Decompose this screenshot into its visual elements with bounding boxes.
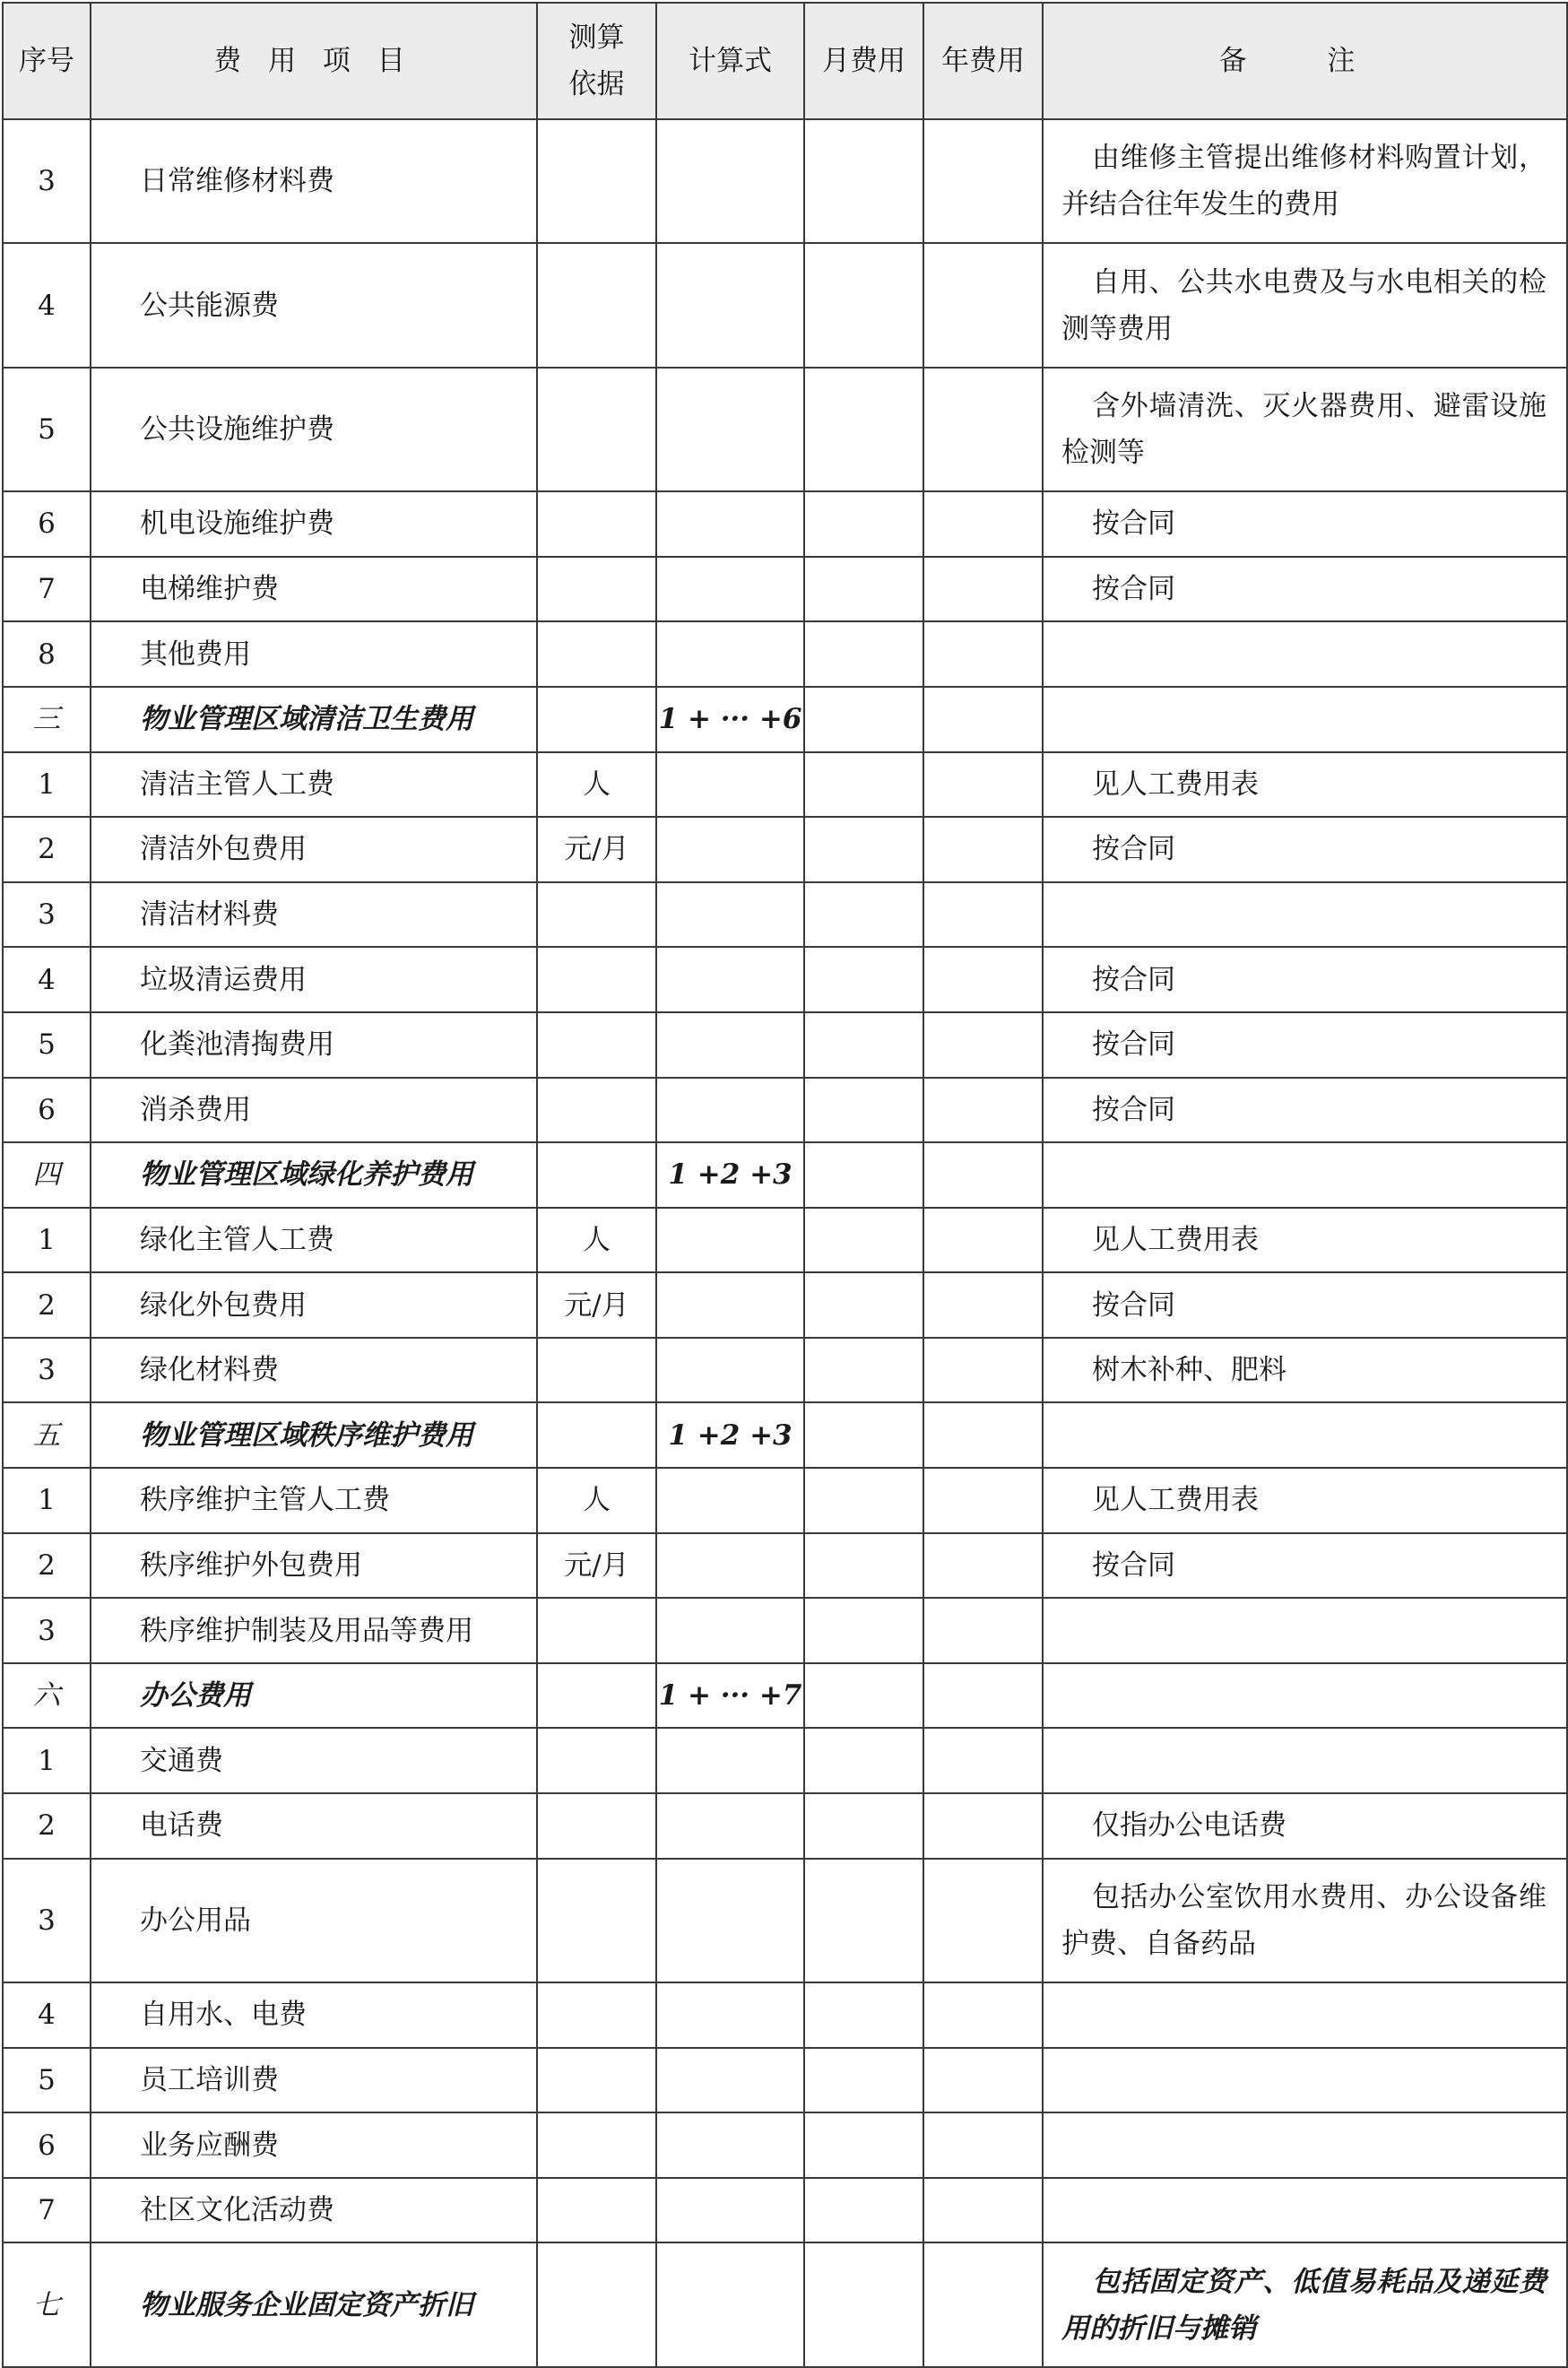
table-body (3, 119, 1567, 2367)
cell-yearly (923, 368, 1043, 491)
cell-basis (537, 687, 656, 752)
table-row (3, 1208, 1567, 1273)
cell-basis (537, 243, 656, 367)
cell-yearly (923, 947, 1043, 1012)
cell-yearly (923, 2048, 1043, 2113)
cell-yearly (923, 1728, 1043, 1793)
cell-no: 五 (3, 1402, 91, 1468)
cell-note (1043, 621, 1567, 687)
table-row (3, 2178, 1567, 2243)
cell-note: 见人工费用表 (1043, 752, 1567, 818)
cell-monthly (804, 1793, 923, 1859)
cell-monthly (804, 1078, 923, 1143)
cell-basis (537, 1663, 656, 1729)
cell-formula (656, 947, 804, 1012)
cell-no: 4 (3, 243, 91, 367)
cell-basis: 元/月 (537, 1272, 656, 1338)
table-row (3, 243, 1567, 367)
cell-no: 7 (3, 557, 91, 622)
cell-formula (656, 368, 804, 491)
cell-item: 物业管理区域秩序维护费用 (91, 1402, 537, 1468)
cell-monthly (804, 2048, 923, 2113)
cell-monthly (804, 119, 923, 243)
cell-no: 6 (3, 2112, 91, 2178)
cell-no: 3 (3, 1338, 91, 1403)
cell-note (1043, 882, 1567, 948)
cell-item: 日常维修材料费 (91, 119, 537, 243)
cell-note (1043, 687, 1567, 752)
cell-no: 5 (3, 368, 91, 491)
table-row (3, 1793, 1567, 1859)
cell-monthly (804, 1663, 923, 1729)
cell-no: 8 (3, 621, 91, 687)
cell-item: 绿化材料费 (91, 1338, 537, 1403)
cell-monthly (804, 557, 923, 622)
table-row (3, 1078, 1567, 1143)
cell-basis (537, 2242, 656, 2366)
cell-item: 机电设施维护费 (91, 491, 537, 557)
cell-note (1043, 2048, 1567, 2113)
cell-basis: 人 (537, 1468, 656, 1533)
table-header (3, 3, 1567, 119)
cell-formula (656, 752, 804, 818)
table-row (3, 1859, 1567, 1982)
cell-formula (656, 2048, 804, 2113)
cell-yearly (923, 752, 1043, 818)
cell-basis (537, 1402, 656, 1468)
cell-monthly (804, 1272, 923, 1338)
cell-note: 见人工费用表 (1043, 1468, 1567, 1533)
cell-note: 按合同 (1043, 1272, 1567, 1338)
cell-basis: 元/月 (537, 1533, 656, 1599)
cell-basis (537, 1012, 656, 1078)
cell-monthly (804, 1338, 923, 1403)
cell-yearly (923, 2178, 1043, 2243)
cell-yearly (923, 557, 1043, 622)
cell-note (1043, 2112, 1567, 2178)
table-row (3, 557, 1567, 622)
cell-yearly (923, 1338, 1043, 1403)
cell-no: 4 (3, 1982, 91, 2048)
cell-item: 公共能源费 (91, 243, 537, 367)
cell-item: 其他费用 (91, 621, 537, 687)
cell-yearly (923, 2112, 1043, 2178)
cell-note: 按合同 (1043, 817, 1567, 882)
cell-note (1043, 1663, 1567, 1729)
cell-yearly (923, 1142, 1043, 1208)
table-row (3, 1663, 1567, 1729)
cell-basis (537, 882, 656, 948)
cell-item: 办公用品 (91, 1859, 537, 1982)
cell-yearly (923, 1793, 1043, 1859)
cell-monthly (804, 1208, 923, 1273)
cell-monthly (804, 1598, 923, 1663)
cell-no: 2 (3, 817, 91, 882)
cell-basis (537, 119, 656, 243)
cell-formula (656, 1012, 804, 1078)
cell-monthly (804, 2112, 923, 2178)
cell-formula: 1 + ··· +6 (656, 687, 804, 752)
cell-monthly (804, 491, 923, 557)
cell-monthly (804, 1142, 923, 1208)
cell-no: 1 (3, 1208, 91, 1273)
cell-yearly (923, 621, 1043, 687)
cell-no: 7 (3, 2178, 91, 2243)
cell-formula (656, 1468, 804, 1533)
table-row (3, 1338, 1567, 1403)
cell-item: 交通费 (91, 1728, 537, 1793)
cell-yearly (923, 119, 1043, 243)
cell-no: 5 (3, 2048, 91, 2113)
cell-formula (656, 2112, 804, 2178)
cell-formula: 1 +2 +3 (656, 1142, 804, 1208)
cell-item: 自用水、电费 (91, 1982, 537, 2048)
cell-note: 按合同 (1043, 1012, 1567, 1078)
cell-basis (537, 2178, 656, 2243)
cell-note (1043, 1728, 1567, 1793)
cell-basis (537, 1142, 656, 1208)
cell-yearly (923, 817, 1043, 882)
cell-monthly (804, 1402, 923, 1468)
cell-formula: 1 + ··· +7 (656, 1663, 804, 1729)
cell-no: 1 (3, 1468, 91, 1533)
cell-basis (537, 491, 656, 557)
header-formula: 计算式 (656, 3, 804, 119)
cell-no: 2 (3, 1533, 91, 1599)
cell-no: 三 (3, 687, 91, 752)
cell-monthly (804, 368, 923, 491)
cell-item: 秩序维护制装及用品等费用 (91, 1598, 537, 1663)
header-monthly: 月费用 (804, 3, 923, 119)
cell-formula (656, 119, 804, 243)
header-item: 费 用 项 目 (91, 3, 537, 119)
cell-monthly (804, 882, 923, 948)
cell-formula (656, 882, 804, 948)
cell-basis: 元/月 (537, 817, 656, 882)
cell-formula (656, 491, 804, 557)
cell-item: 社区文化活动费 (91, 2178, 537, 2243)
table-row (3, 1533, 1567, 1599)
cell-item: 物业管理区域清洁卫生费用 (91, 687, 537, 752)
cell-yearly (923, 1012, 1043, 1078)
cell-formula (656, 1533, 804, 1599)
cell-basis: 人 (537, 1208, 656, 1273)
cell-item: 绿化外包费用 (91, 1272, 537, 1338)
cell-yearly (923, 1982, 1043, 2048)
table-row (3, 2242, 1567, 2366)
cell-formula (656, 2242, 804, 2366)
cell-note (1043, 1402, 1567, 1468)
cell-basis (537, 1598, 656, 1663)
table-row (3, 1728, 1567, 1793)
cell-item: 物业服务企业固定资产折旧 (91, 2242, 537, 2366)
cell-monthly (804, 243, 923, 367)
cell-no: 2 (3, 1793, 91, 1859)
cell-yearly (923, 1533, 1043, 1599)
table-row (3, 119, 1567, 243)
cell-note: 树木补种、肥料 (1043, 1338, 1567, 1403)
cell-item: 员工培训费 (91, 2048, 537, 2113)
cell-basis (537, 2112, 656, 2178)
cell-monthly (804, 1012, 923, 1078)
cell-formula (656, 1272, 804, 1338)
cell-yearly (923, 1078, 1043, 1143)
cell-formula (656, 621, 804, 687)
cell-no: 3 (3, 1598, 91, 1663)
table-row (3, 1142, 1567, 1208)
cell-item: 清洁外包费用 (91, 817, 537, 882)
cell-formula (656, 1859, 804, 1982)
cell-note (1043, 2178, 1567, 2243)
header-no: 序号 (3, 3, 91, 119)
cell-no: 2 (3, 1272, 91, 1338)
cell-basis (537, 1078, 656, 1143)
cell-monthly (804, 752, 923, 818)
cell-no: 6 (3, 491, 91, 557)
cell-formula (656, 1793, 804, 1859)
cell-note: 按合同 (1043, 491, 1567, 557)
table-row (3, 2112, 1567, 2178)
cell-formula: 1 +2 +3 (656, 1402, 804, 1468)
header-yearly: 年费用 (923, 3, 1043, 119)
cell-no: 4 (3, 947, 91, 1012)
cell-basis (537, 557, 656, 622)
cell-no: 3 (3, 1859, 91, 1982)
cell-item: 垃圾清运费用 (91, 947, 537, 1012)
cell-basis (537, 2048, 656, 2113)
cell-formula (656, 1728, 804, 1793)
cell-yearly (923, 1663, 1043, 1729)
table-row (3, 1012, 1567, 1078)
cell-formula (656, 1598, 804, 1663)
cell-formula (656, 2178, 804, 2243)
cell-yearly (923, 1468, 1043, 1533)
cell-monthly (804, 1982, 923, 2048)
cell-monthly (804, 1468, 923, 1533)
cell-formula (656, 817, 804, 882)
cell-item: 电梯维护费 (91, 557, 537, 622)
cell-formula (656, 1208, 804, 1273)
cell-item: 清洁材料费 (91, 882, 537, 948)
cell-basis (537, 368, 656, 491)
cell-item: 物业管理区域绿化养护费用 (91, 1142, 537, 1208)
table-row (3, 491, 1567, 557)
table-row (3, 2048, 1567, 2113)
cell-yearly (923, 1208, 1043, 1273)
cell-monthly (804, 1728, 923, 1793)
cell-basis (537, 947, 656, 1012)
cell-yearly (923, 1598, 1043, 1663)
cell-yearly (923, 882, 1043, 948)
table-row (3, 882, 1567, 948)
cell-no: 6 (3, 1078, 91, 1143)
cell-monthly (804, 2242, 923, 2366)
cell-basis (537, 1728, 656, 1793)
table-row (3, 817, 1567, 882)
cell-item: 业务应酬费 (91, 2112, 537, 2178)
cell-note: 含外墙清洗、灭火器费用、避雷设施检测等 (1043, 368, 1567, 491)
cell-no: 四 (3, 1142, 91, 1208)
cell-note: 按合同 (1043, 947, 1567, 1012)
cell-note: 见人工费用表 (1043, 1208, 1567, 1273)
cell-note: 包括办公室饮用水费用、办公设备维护费、自备药品 (1043, 1859, 1567, 1982)
cell-formula (656, 1078, 804, 1143)
cell-note: 按合同 (1043, 1078, 1567, 1143)
cell-note: 包括固定资产、低值易耗品及递延费用的折旧与摊销 (1043, 2242, 1567, 2366)
cell-basis (537, 1793, 656, 1859)
cell-basis (537, 1982, 656, 2048)
table-row (3, 368, 1567, 491)
cell-yearly (923, 243, 1043, 367)
cell-formula (656, 557, 804, 622)
cell-note: 由维修主管提出维修材料购置计划，并结合往年发生的费用 (1043, 119, 1567, 243)
cell-no: 3 (3, 882, 91, 948)
cell-formula (656, 1338, 804, 1403)
cell-yearly (923, 1272, 1043, 1338)
table-row (3, 1982, 1567, 2048)
cell-item: 消杀费用 (91, 1078, 537, 1143)
cell-monthly (804, 687, 923, 752)
cell-monthly (804, 1859, 923, 1982)
table-row (3, 687, 1567, 752)
cell-yearly (923, 1859, 1043, 1982)
cell-no: 3 (3, 119, 91, 243)
cell-basis: 人 (537, 752, 656, 818)
cell-monthly (804, 1533, 923, 1599)
cell-note: 仅指办公电话费 (1043, 1793, 1567, 1859)
cell-note (1043, 1142, 1567, 1208)
cell-no: 1 (3, 752, 91, 818)
table-row (3, 621, 1567, 687)
cell-item: 公共设施维护费 (91, 368, 537, 491)
table-row (3, 1402, 1567, 1468)
cell-item: 清洁主管人工费 (91, 752, 537, 818)
expense-table (2, 2, 1568, 2368)
header-basis-line2: 依据 (568, 68, 625, 100)
cell-monthly (804, 621, 923, 687)
cell-item: 化粪池清掏费用 (91, 1012, 537, 1078)
cell-note (1043, 1982, 1567, 2048)
table-row (3, 752, 1567, 818)
cell-monthly (804, 947, 923, 1012)
cell-item: 秩序维护外包费用 (91, 1533, 537, 1599)
cell-note: 自用、公共水电费及与水电相关的检测等费用 (1043, 243, 1567, 367)
cell-yearly (923, 1402, 1043, 1468)
cell-item: 电话费 (91, 1793, 537, 1859)
table-row (3, 1272, 1567, 1338)
cell-no: 1 (3, 1728, 91, 1793)
cell-yearly (923, 687, 1043, 752)
cell-basis (537, 621, 656, 687)
cell-formula (656, 1982, 804, 2048)
table-row (3, 947, 1567, 1012)
cell-basis (537, 1859, 656, 1982)
cell-yearly (923, 491, 1043, 557)
cell-item: 绿化主管人工费 (91, 1208, 537, 1273)
cell-basis (537, 1338, 656, 1403)
table-row (3, 1468, 1567, 1533)
header-note: 备 注 (1043, 3, 1567, 119)
header-basis (537, 3, 656, 119)
cell-note (1043, 1598, 1567, 1663)
cell-no: 七 (3, 2242, 91, 2366)
cell-yearly (923, 2242, 1043, 2366)
cell-note: 按合同 (1043, 1533, 1567, 1599)
cell-note: 按合同 (1043, 557, 1567, 622)
cell-item: 秩序维护主管人工费 (91, 1468, 537, 1533)
cell-monthly (804, 817, 923, 882)
cell-no: 六 (3, 1663, 91, 1729)
cell-item: 办公费用 (91, 1663, 537, 1729)
cell-formula (656, 243, 804, 367)
cell-monthly (804, 2178, 923, 2243)
cell-no: 5 (3, 1012, 91, 1078)
header-basis-line1: 测算 (568, 22, 625, 54)
table-row (3, 1598, 1567, 1663)
